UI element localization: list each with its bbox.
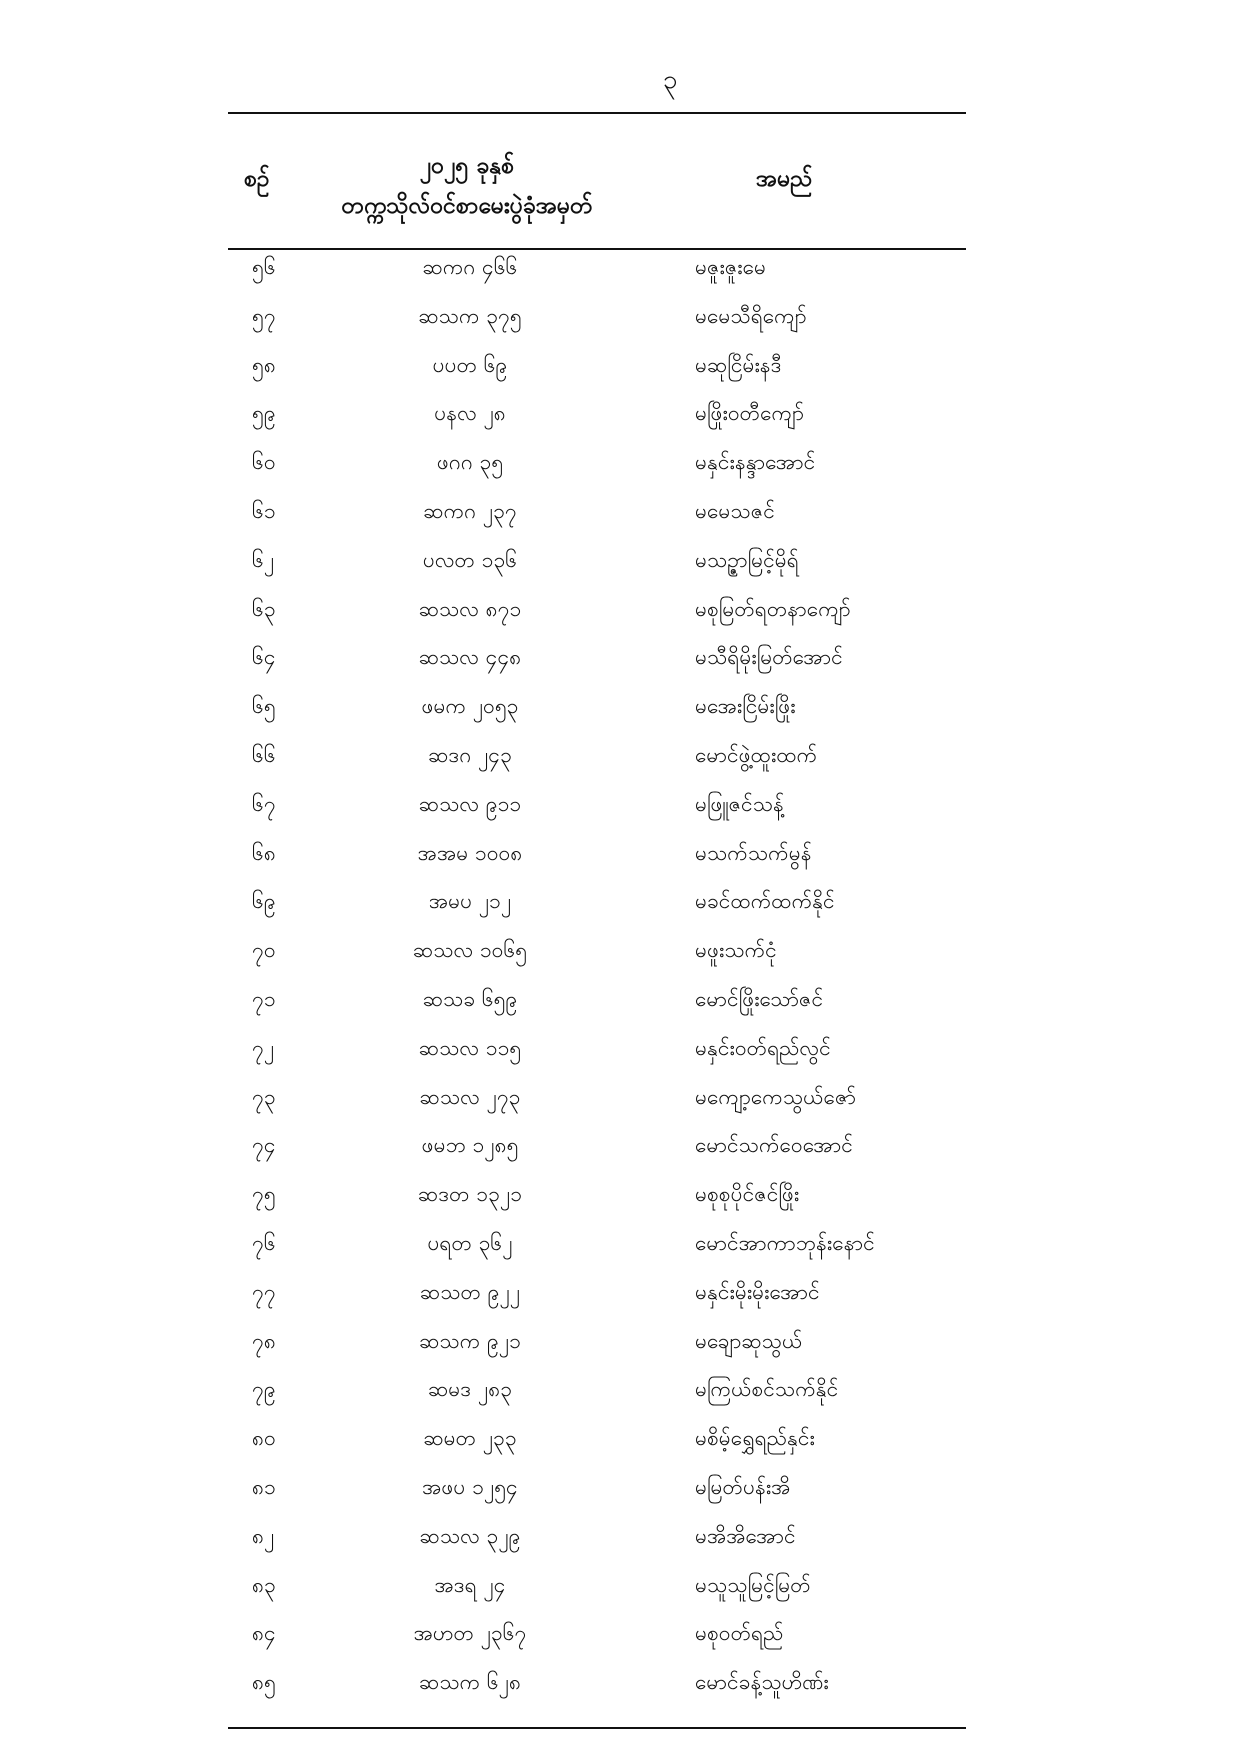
serial-no-cell: ၇၃ [252, 1084, 276, 1109]
student-name-cell: မကြယ်စင်သက်နိုင် [695, 1377, 839, 1402]
student-name-cell: မောင်သက်ဝေအောင် [695, 1133, 853, 1158]
exam-roll-cell: ဖမဘ ၁၂၈၅ [421, 1133, 519, 1158]
student-name-cell: မဖြိုးဝတီကျော် [695, 401, 804, 426]
student-name-cell: မသီရိမိုးမြတ်အောင် [695, 645, 843, 670]
serial-no-cell: ၆၃ [252, 596, 276, 621]
exam-roll-cell: ဆသလ ၈၇၁ [418, 596, 522, 621]
table-row [0, 882, 1240, 931]
serial-no-cell: ၈၄ [252, 1621, 276, 1646]
serial-no-cell: ၇၇ [252, 1279, 276, 1304]
student-name-cell: မဖူးသက်ငုံ [695, 938, 777, 963]
exam-roll-cell: အဟတ ၂၃၆၇ [413, 1621, 527, 1646]
table-row [0, 1273, 1240, 1322]
exam-roll-cell: ဆသလ ၁၁၅ [418, 1035, 522, 1060]
serial-no-cell: ၅၆ [252, 255, 276, 279]
student-name-cell: မနှင်းဝတ်ရည်လွင် [695, 1035, 831, 1060]
serial-no-cell: ၇၄ [252, 1133, 276, 1158]
table-row [0, 346, 1240, 395]
student-name-cell: မသက်သက်မွန် [695, 840, 812, 865]
exam-roll-cell: ပပတ ၆၉ [432, 352, 508, 377]
serial-no-cell: ၈၁ [252, 1474, 276, 1499]
serial-no-cell: ၇၁ [252, 986, 276, 1011]
header-serial-no: စဉ် [244, 166, 270, 192]
table-row [0, 980, 1240, 1029]
table-row [0, 590, 1240, 639]
serial-no-cell: ၆၁ [252, 498, 276, 523]
serial-no-cell: ၇၂ [252, 1035, 275, 1060]
exam-roll-cell: ဆသတ ၉၂၂ [419, 1279, 521, 1304]
exam-roll-cell: ဆသက ၃၇၅ [418, 303, 522, 328]
serial-no-cell: ၆၀ [252, 450, 276, 475]
table-row [0, 736, 1240, 785]
exam-roll-cell: အမပ ၂၁၂ [428, 889, 512, 914]
student-name-cell: မောင်အာကာဘုန်းနောင် [695, 1230, 875, 1255]
table-row [0, 687, 1240, 736]
student-name-cell: မအေးငြိမ်းဖြိုး [695, 694, 796, 719]
student-name-cell: မစုဝတ်ရည် [695, 1621, 784, 1646]
serial-no-cell: ၆၈ [252, 840, 276, 865]
table-row [0, 1468, 1240, 1517]
exam-roll-cell: ပရတ ၃၆၂ [427, 1230, 513, 1255]
table-row [0, 1175, 1240, 1224]
exam-roll-cell: ဆသလ ၃၂၉ [419, 1523, 521, 1548]
exam-roll-cell: ဆသလ ၄၄၈ [418, 645, 522, 670]
table-row [0, 834, 1240, 883]
serial-no-cell: ၆၄ [252, 645, 276, 670]
table-row [0, 394, 1240, 443]
student-name-cell: မဆုငြိမ်းနဒီ [695, 352, 782, 377]
serial-no-cell: ၇၀ [252, 938, 276, 963]
student-name-cell: မောင်ခန့်သူဟိဏ်း [695, 1670, 829, 1695]
student-name-cell: မစိမ့်ရွှေရည်နှင်း [695, 1426, 815, 1451]
table-row [0, 638, 1240, 687]
exam-roll-cell: ဆကဂ ၄၆၆ [422, 255, 518, 279]
student-name-cell: မမေသဇင် [695, 498, 775, 523]
serial-no-cell: ၇၈ [252, 1328, 276, 1353]
table-row [0, 541, 1240, 590]
exam-roll-cell: ပနလ ၂၈ [434, 401, 506, 426]
page-number: ၃ [662, 65, 678, 95]
student-name-cell: မချောဆုသွယ် [695, 1328, 803, 1353]
student-name-cell: မောင်ဖွဲ့ထူးထက် [695, 742, 818, 767]
header-exam-roll-line2: တက္ကသိုလ်ဝင်စာမေးပွဲခုံအမှတ် [341, 193, 593, 219]
exam-roll-cell: ဆမဒ ၂၈၃ [427, 1377, 513, 1402]
table-top-rule [228, 112, 966, 114]
table-row [0, 1517, 1240, 1566]
table-row [0, 1029, 1240, 1078]
table-row [0, 1126, 1240, 1175]
table-row [0, 248, 1240, 297]
serial-no-cell: ၈၂ [252, 1523, 275, 1548]
serial-no-cell: ၇၅ [252, 1182, 276, 1207]
table-row [0, 785, 1240, 834]
student-name-cell: မောင်ဖြိုးသော်ဇင် [695, 986, 824, 1011]
student-name-cell: မနှင်းမိုးမိုးအောင် [695, 1279, 820, 1304]
serial-no-cell: ၆၆ [252, 742, 276, 767]
table-row [0, 1370, 1240, 1419]
table-row [0, 1078, 1240, 1127]
exam-roll-cell: ဆသလ ၁၀၆၅ [412, 938, 528, 963]
exam-roll-cell: အဒရ ၂၄ [434, 1572, 506, 1597]
serial-no-cell: ၆၅ [252, 694, 276, 719]
serial-no-cell: ၈၅ [252, 1670, 276, 1695]
header-exam-roll-no [322, 146, 612, 226]
serial-no-cell: ၅၇ [252, 303, 276, 328]
student-name-cell: မသဉ္ဇာမြင့်မိုရ် [695, 547, 799, 572]
serial-no-cell: ၈၃ [252, 1572, 276, 1597]
exam-roll-cell: ဆကဂ ၂၃၇ [423, 498, 517, 523]
serial-no-cell: ၆၂ [252, 547, 275, 572]
student-name-cell: မမေသီရိကျော် [695, 303, 807, 328]
student-name-cell: မသူသူမြင့်မြတ် [695, 1572, 811, 1597]
exam-roll-cell: ဆမတ ၂၃၃ [423, 1426, 517, 1451]
exam-roll-cell: ဆသခ ၆၅၉ [422, 986, 518, 1011]
exam-roll-cell: အအမ ၁၀၀၈ [417, 840, 523, 865]
exam-roll-cell: ဆသက ၆၂၈ [419, 1670, 521, 1695]
table-row [0, 1663, 1240, 1712]
serial-no-cell: ၈၀ [252, 1426, 276, 1451]
student-name-cell: မခင်ထက်ထက်နိုင် [695, 889, 835, 914]
serial-no-cell: ၇၉ [252, 1377, 276, 1402]
table-row [0, 1614, 1240, 1663]
student-name-cell: မဖြူဇင်သန့် [695, 791, 784, 816]
table-row [0, 443, 1240, 492]
exam-roll-cell: ဆသက ၉၂၁ [419, 1328, 521, 1353]
serial-no-cell: ၆၇ [252, 791, 276, 816]
student-name-cell: မမြတ်ပန်းအိ [695, 1474, 791, 1499]
header-exam-roll-line1: ၂၀၂၅ ခုနှစ် [419, 153, 515, 179]
table-row [0, 1224, 1240, 1273]
exam-roll-cell: ဖဂဂ ၃၅ [436, 450, 504, 475]
table-row [0, 297, 1240, 346]
serial-no-cell: ၅၈ [252, 352, 276, 377]
header-name: အမည် [756, 166, 813, 192]
student-name-cell: မစုမြတ်ရတနာကျော် [695, 596, 851, 621]
exam-roll-cell: ဆသလ ၂၇၃ [419, 1084, 521, 1109]
table-row [0, 1322, 1240, 1371]
exam-roll-cell: ဆဒတ ၁၃၂၁ [417, 1182, 523, 1207]
student-name-cell: မအိအိအောင် [695, 1523, 796, 1548]
table-bottom-rule [228, 1727, 966, 1729]
table-row [0, 1566, 1240, 1615]
exam-roll-cell: ဖမက ၂၀၅၃ [421, 694, 519, 719]
exam-roll-cell: ဆဒဂ ၂၄၃ [428, 742, 512, 767]
student-name-cell: မစုစုပိုင်ဇင်ဖြိုး [695, 1182, 800, 1207]
table-row [0, 931, 1240, 980]
table-row [0, 1419, 1240, 1468]
table-row [0, 492, 1240, 541]
serial-no-cell: ၅၉ [252, 401, 276, 426]
student-name-cell: မနှင်းနန္ဒာအောင် [695, 450, 816, 475]
table-body [0, 248, 1240, 1712]
exam-roll-cell: ဆသလ ၉၁၁ [418, 791, 522, 816]
serial-no-cell: ၆၉ [252, 889, 276, 914]
exam-roll-cell: အဖပ ၁၂၅၄ [422, 1474, 518, 1499]
exam-roll-cell: ပလတ ၁၃၆ [422, 547, 518, 572]
student-name-cell: မဇူးဇူးမေ [695, 255, 767, 279]
student-name-cell: မကျော့ကေသွယ်ဇော် [695, 1084, 857, 1109]
serial-no-cell: ၇၆ [252, 1230, 276, 1255]
